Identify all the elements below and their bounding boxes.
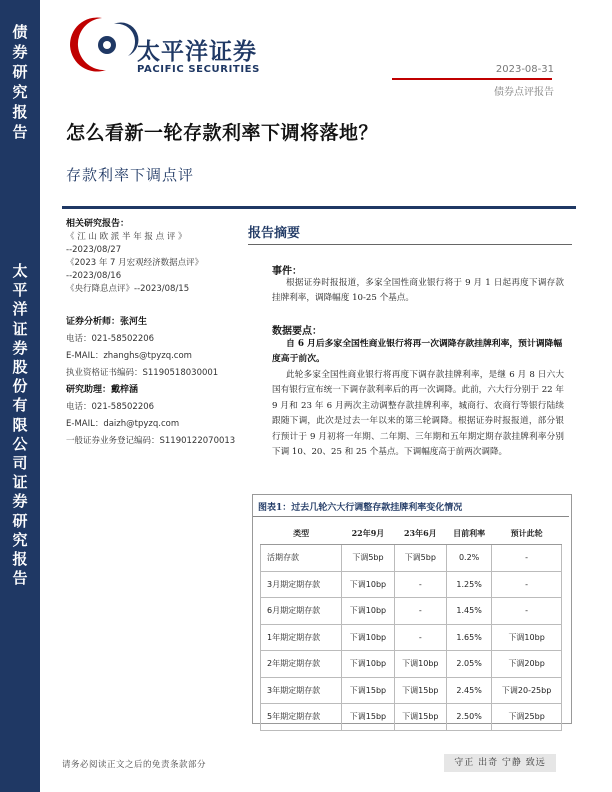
table-cell: 下调5bp <box>394 545 446 572</box>
table-cell: 1年期定期存款 <box>261 624 342 651</box>
logo-english-name: PACIFIC SECURITIES <box>137 64 260 75</box>
assistant-license: 一般证券业务登记编码：S1190122070013 <box>66 436 236 446</box>
left-info-column <box>66 218 236 448</box>
table-cell: 下调10bp <box>394 651 446 678</box>
table-cell: 2年期定期存款 <box>261 651 342 678</box>
table-cell: 6月期定期存款 <box>261 598 342 625</box>
assistant-phone: 电话：021-58502206 <box>66 402 155 412</box>
figure-title: 图表1：过去几轮六大行调整存款挂牌利率变化情况 <box>258 503 463 513</box>
table-cell: 2.45% <box>446 677 491 704</box>
title-divider <box>62 206 576 209</box>
header-divider <box>392 78 552 80</box>
table-cell: 下调10bp <box>492 624 562 651</box>
page-title: 怎么看新一轮存款利率下调将落地？ <box>66 122 379 144</box>
analyst-header: 证券分析师：张河生 <box>66 317 148 327</box>
table-cell: 2.50% <box>446 704 491 731</box>
table-cell: 下调20-25bp <box>492 677 562 704</box>
table-cell: 下调20bp <box>492 651 562 678</box>
table-cell: 下调10bp <box>342 651 394 678</box>
table-header-row <box>261 522 562 545</box>
summary-divider <box>248 244 572 245</box>
logo-chinese-name: 太平洋证券 <box>137 39 257 65</box>
related-report-date: --2023/08/16 <box>66 271 122 281</box>
figure-title-divider <box>253 516 569 517</box>
table-cell: 下调5bp <box>342 545 394 572</box>
report-date: 2023-08-31 <box>495 64 554 75</box>
table-cell: 3月期定期存款 <box>261 571 342 598</box>
table-cell: - <box>394 598 446 625</box>
table-cell: 1.65% <box>446 624 491 651</box>
event-header: 事件： <box>272 266 302 277</box>
page-subtitle: 存款利率下调点评 <box>66 166 195 184</box>
table-row <box>261 598 562 625</box>
table-row <box>261 624 562 651</box>
table-cell: 1.45% <box>446 598 491 625</box>
table-cell: 下调10bp <box>342 624 394 651</box>
analyst-license: 执业资格证书编码：S1190518030001 <box>66 368 219 378</box>
event-paragraph: 根据证券时报报道，多家全国性商业银行将于 9 月 1 日起再度下调存款挂牌利率，调降幅度 10-25 个基点。 <box>272 278 564 304</box>
table-cell: 下调15bp <box>342 704 394 731</box>
table-row <box>261 677 562 704</box>
analyst-email[interactable]: E-MAIL：zhanghs@tpyzq.com <box>66 351 192 361</box>
sidebar-company: 太 平 洋 证 券 股 份 有 限 公 司 证 券 研 究 报 告 <box>12 262 28 588</box>
related-report-item[interactable]: 《 江 山 欧 派 半 年 报 点 评 》 <box>66 232 187 242</box>
table-cell: 0.2% <box>446 545 491 572</box>
column-header: 预计此轮 <box>492 522 562 545</box>
rate-change-table <box>260 522 562 731</box>
table-row <box>261 704 562 731</box>
table-cell: 2.05% <box>446 651 491 678</box>
table-cell: - <box>394 624 446 651</box>
summary-header: 报告摘要 <box>248 226 301 241</box>
key-finding: 自 6 月后多家全国性商业银行将再一次调降存款挂牌利率，预计调降幅度高于前次。 <box>272 339 563 365</box>
footer-disclaimer: 请务必阅读正文之后的免责条款部分 <box>62 760 207 770</box>
table-cell: - <box>492 571 562 598</box>
data-points-header: 数据要点： <box>272 326 322 337</box>
table-cell: - <box>492 545 562 572</box>
table-cell: 下调25bp <box>492 704 562 731</box>
table-cell: - <box>492 598 562 625</box>
related-report-date: --2023/08/27 <box>66 245 122 255</box>
table-cell: 下调15bp <box>342 677 394 704</box>
assistant-header: 研究助理：戴梓涵 <box>66 385 139 395</box>
footer-slogan: 守正 出奇 宁静 致远 <box>444 754 556 772</box>
table-cell: 活期存款 <box>261 545 342 572</box>
column-header: 22年9月 <box>342 522 394 545</box>
analyst-phone: 电话：021-58502206 <box>66 334 155 344</box>
related-reports-header: 相关研究报告： <box>66 219 130 229</box>
column-header: 23年6月 <box>394 522 446 545</box>
table-row <box>261 651 562 678</box>
table-cell: 3年期定期存款 <box>261 677 342 704</box>
body-paragraph: 此轮多家全国性商业银行将再度下调存款挂牌利率，是继 6 月 8 日六大国有银行宣布统一下调存款利率后的再一次调降。此前，六大行分别于 22 年 9 月和 23 年 6 月两次主动调整存款挂牌利率，城商行、农商行等银行陆续跟随下调，此次是过去一年以来的第三轮调降。根据证券时报报道，部分银行预计于 9 月初将一年期、二年期、三年期和五年期定期存款挂牌利率分别下调 10、20、25 和 25 个基点。下调幅度高于前两次调降。 <box>272 370 564 458</box>
table-cell: 下调15bp <box>394 704 446 731</box>
sidebar-report-type: 债 券 研 究 报 告 <box>12 23 28 141</box>
table-row <box>261 571 562 598</box>
table-row <box>261 545 562 572</box>
table-cell: 下调15bp <box>394 677 446 704</box>
table-cell: 5年期定期存款 <box>261 704 342 731</box>
related-report-item[interactable]: 《2023 年 7 月宏观经济数据点评》 <box>66 258 204 268</box>
related-report-item[interactable]: 《央行降息点评》--2023/08/15 <box>66 284 190 294</box>
table-cell: 下调10bp <box>342 598 394 625</box>
column-header: 目前利率 <box>446 522 491 545</box>
table-cell: - <box>394 571 446 598</box>
assistant-email[interactable]: E-MAIL：daizh@tpyzq.com <box>66 419 180 429</box>
report-category: 债券点评报告 <box>494 87 554 98</box>
column-header: 类型 <box>261 522 342 545</box>
table-cell: 下调10bp <box>342 571 394 598</box>
left-sidebar <box>0 0 40 792</box>
table-cell: 1.25% <box>446 571 491 598</box>
